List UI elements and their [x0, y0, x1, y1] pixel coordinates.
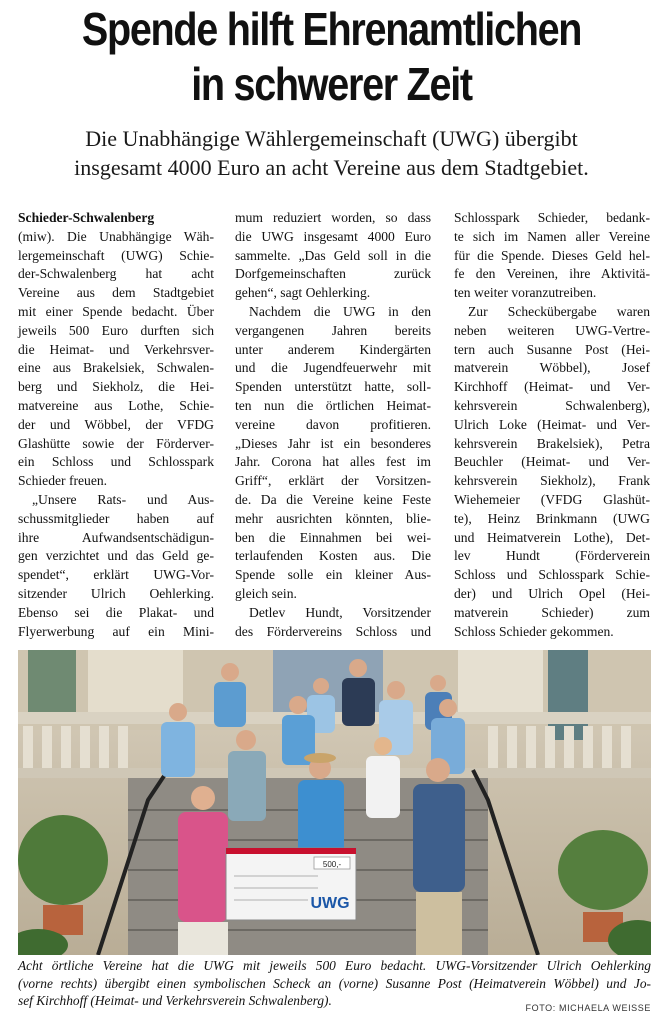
subheadline-line-1: Die Unabhängige Wählergemeinschaft (UWG) übergibt [85, 126, 578, 151]
text-line: mum reduziert worden, so dass [235, 210, 431, 225]
text-line: die UWG insgesamt 4000 Euro [235, 228, 431, 244]
text-line: die Heimat- und Verkehrsver- [18, 341, 214, 357]
text-line: für die Spende. Dieses Geld hel- [454, 247, 650, 263]
caption-line: sef Kirchhoff (Heimat- und Verkehrsverein Schwalenberg). [18, 993, 332, 1008]
text-line: der-Schwalenberg hat acht [18, 266, 214, 282]
text-line: schussmitglieder haben auf [18, 510, 214, 526]
text-line: und die Jugendfeuerwehr mit [235, 360, 431, 376]
dateline: Schieder-Schwalenberg [18, 210, 155, 225]
text-line: ben die Einnahmen bei wei- [235, 529, 431, 545]
text-line: und Heimatverein Lothe), Det- [454, 529, 650, 545]
text-line: ein Schloss und Schlosspark [18, 454, 214, 470]
text-line: ten weiter voranzutreiben. [454, 285, 597, 301]
text-line: kehrsverein Siekholz), Frank [454, 473, 650, 489]
text-line: Glashütte sowie der Förderver- [18, 435, 214, 451]
text-line: gleich sein. [235, 585, 297, 601]
text-line: Spenden unterstützt hatte, soll- [235, 379, 431, 395]
text-line: berg und Siekholz, die Hei- [18, 379, 214, 395]
text-line: gen verzichtet und das Geld ge- [18, 548, 214, 564]
text-line: matvereine aus Lothe, Schie- [18, 397, 214, 413]
article-column-2 [235, 209, 431, 641]
article-column-1 [18, 209, 214, 641]
text-line: sitzender Ulrich Oehlerking. [18, 585, 214, 601]
text-line: Schlosspark Schieder, bedank- [454, 210, 650, 225]
text-line: Dorfgemeinschaften zurück [235, 266, 431, 282]
text-line: Beuchler (Heimat- und Ver- [454, 454, 650, 470]
text-line: ten nun die örtlichen Heimat- [235, 397, 431, 413]
text-line: jeweils 500 Euro durften sich [18, 322, 214, 338]
group-photo [18, 650, 651, 955]
text-line: te sich im Namen aller Vereine [454, 228, 650, 244]
text-line: Zur Scheckübergabe waren [468, 303, 650, 319]
headline [46, 2, 616, 112]
text-line: „Dieses Jahr ist ein besonderes [235, 435, 431, 451]
text-line: Wiehemeier (VFDG Glashüt- [454, 491, 650, 507]
text-line: fe den Vereinen, ihre Aktivitä- [454, 266, 650, 282]
text-line: kehrsverein Schwalenberg), [454, 397, 650, 413]
text-line: des Fördervereins Schloss und [235, 623, 431, 639]
check-amount: 500,- [322, 860, 342, 869]
text-line: gehen“, sagt Oehlerking. [235, 285, 371, 301]
article-column-3 [454, 209, 650, 641]
text-line: te), Heinz Brinkmann (UWG [454, 510, 650, 526]
caption-line: (vorne rechts) übergibt einen symbolischen Scheck an (vorne) Susanne Post (Heimatverein Wöbbel) und Jo- [18, 975, 651, 991]
text-line: mit einer Spende bedacht. Über [18, 303, 214, 319]
text-line: lergemeinschaft (UWG) Schie- [18, 247, 214, 263]
text-line: sammelte. „Das Geld soll in die [235, 247, 431, 263]
text-line: vergangenen Jahren bereits [235, 322, 431, 338]
check-uwg-logo: UWG [310, 895, 350, 912]
text-line: Spende solle ein kleiner Aus- [235, 567, 431, 583]
text-line: neben weiteren UWG-Vertre- [454, 322, 650, 338]
text-line: Schloss und Schlosspark Schie- [454, 567, 650, 583]
headline-line-1: Spende hilft Ehrenamtlichen [81, 3, 582, 55]
text-line: Kirchhoff (Heimat- und Ver- [454, 379, 650, 395]
text-line: (miw). Die Unabhängige Wäh- [18, 228, 214, 244]
text-line: eine aus Brakelsiek, Schwalen- [18, 360, 214, 376]
photo-caption [18, 957, 651, 1010]
text-line: unter anderem Kindergärten [235, 341, 431, 357]
headline-line-2: in schwerer Zeit [191, 58, 472, 110]
subheadline-line-2: insgesamt 4000 Euro an acht Vereine aus dem Stadtgebiet. [74, 155, 589, 180]
text-line: Schloss Schieder gekommen. [454, 623, 614, 639]
text-line: der) und Ulrich Opel (Hei- [454, 585, 650, 601]
text-line: vereine davon profitieren. [235, 416, 431, 432]
text-line: „Unsere Rats- und Aus- [32, 491, 214, 507]
text-line: lev Hundt (Förderverein [454, 548, 650, 564]
text-line: Nachdem die UWG in den [249, 303, 431, 319]
text-line: Flyerwerbung auf ein Mini- [18, 623, 214, 639]
group-photo-illustration [18, 650, 651, 955]
text-line: mehr ausrichten könnten, blie- [235, 510, 431, 526]
text-line: terlaufenden Kosten aus. Die [235, 548, 431, 564]
text-line: matverein Schieder) zum [454, 604, 650, 620]
subheadline [0, 124, 663, 182]
caption-line: Acht örtliche Vereine hat die UWG mit jeweils 500 Euro bedacht. UWG-Vorsitzender Ulrich Oehlerking [18, 958, 651, 973]
text-line: Detlev Hundt, Vorsitzender [249, 604, 431, 620]
text-line: der und Wöbbel, der VFDG [18, 416, 214, 432]
text-line: spendet“, erklärt UWG-Vor- [18, 567, 214, 583]
text-line: Schieder freuen. [18, 473, 108, 489]
text-line: ihre Aufwandsentschädigun- [18, 529, 214, 545]
text-line: tern auch Susanne Post (Hei- [454, 341, 650, 357]
text-line: Vereine aus dem Stadtgebiet [18, 285, 214, 301]
text-line: Ulrich Loke (Heimat- und Ver- [454, 416, 650, 432]
text-line: de. Da die Vereine keine Feste [235, 491, 431, 507]
article-body [18, 209, 650, 639]
text-line: Jahr. Corona hat alles fest im [235, 454, 431, 470]
text-line: Griff“, erklärt der Vorsitzen- [235, 473, 431, 489]
photo-credit: FOTO: MICHAELA WEISSE [525, 1003, 651, 1013]
text-line: kehrsverein Brakelsiek), Petra [454, 435, 650, 451]
text-line: Ebenso sei die Plakat- und [18, 604, 214, 620]
text-line: matverein Wöbbel), Josef [454, 360, 650, 376]
